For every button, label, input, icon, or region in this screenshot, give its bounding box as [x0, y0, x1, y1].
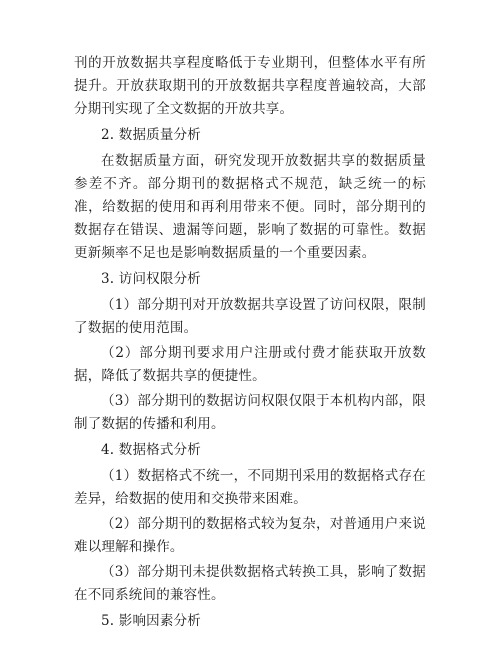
paragraph-data-quality: 在数据质量方面，研究发现开放数据共享的数据质量参差不齐。部分期刊的数据格式不规范，缺乏统一的标准，给数据的使用和再利用带来不便。同时，部分期刊的数据存在错误、遗漏等问题，影响了数据的可靠性。数据更新频率不足也是影响数据质量的一个重要因素。 — [74, 153, 426, 261]
list-item-format-3: （3）部分期刊未提供数据格式转换工具，影响了数据在不同系统间的兼容性。 — [74, 564, 426, 603]
paragraph-continued: 刊的开放数据共享程度略低于专业期刊，但整体水平有所提升。开放获取期刊的开放数据共享程度普遍较高，大部分期刊实现了全文数据的开放共享。 — [74, 55, 426, 117]
section-heading-access-rights: 3. 访问权限分析 — [101, 271, 201, 287]
list-item-access-3: （3）部分期刊的数据访问权限仅限于本机构内部，限制了数据的传播和利用。 — [74, 393, 426, 432]
section-heading-data-format: 4. 数据格式分析 — [101, 442, 201, 458]
section-heading-data-quality: 2. 数据质量分析 — [101, 127, 201, 143]
list-item-access-2: （2）部分期刊要求用户注册或付费才能获取开放数据，降低了数据共享的便捷性。 — [74, 345, 426, 384]
list-item-format-1: （1）数据格式不统一，不同期刊采用的数据格式存在差异，给数据的使用和交换带来困难。 — [74, 468, 426, 507]
list-item-access-1: （1）部分期刊对开放数据共享设置了访问权限，限制了数据的使用范围。 — [74, 297, 426, 336]
section-heading-influencing-factors: 5. 影响因素分析 — [101, 613, 201, 629]
list-item-format-2: （2）部分期刊的数据格式较为复杂，对普通用户来说难以理解和操作。 — [74, 516, 426, 555]
document-page — [74, 52, 426, 636]
